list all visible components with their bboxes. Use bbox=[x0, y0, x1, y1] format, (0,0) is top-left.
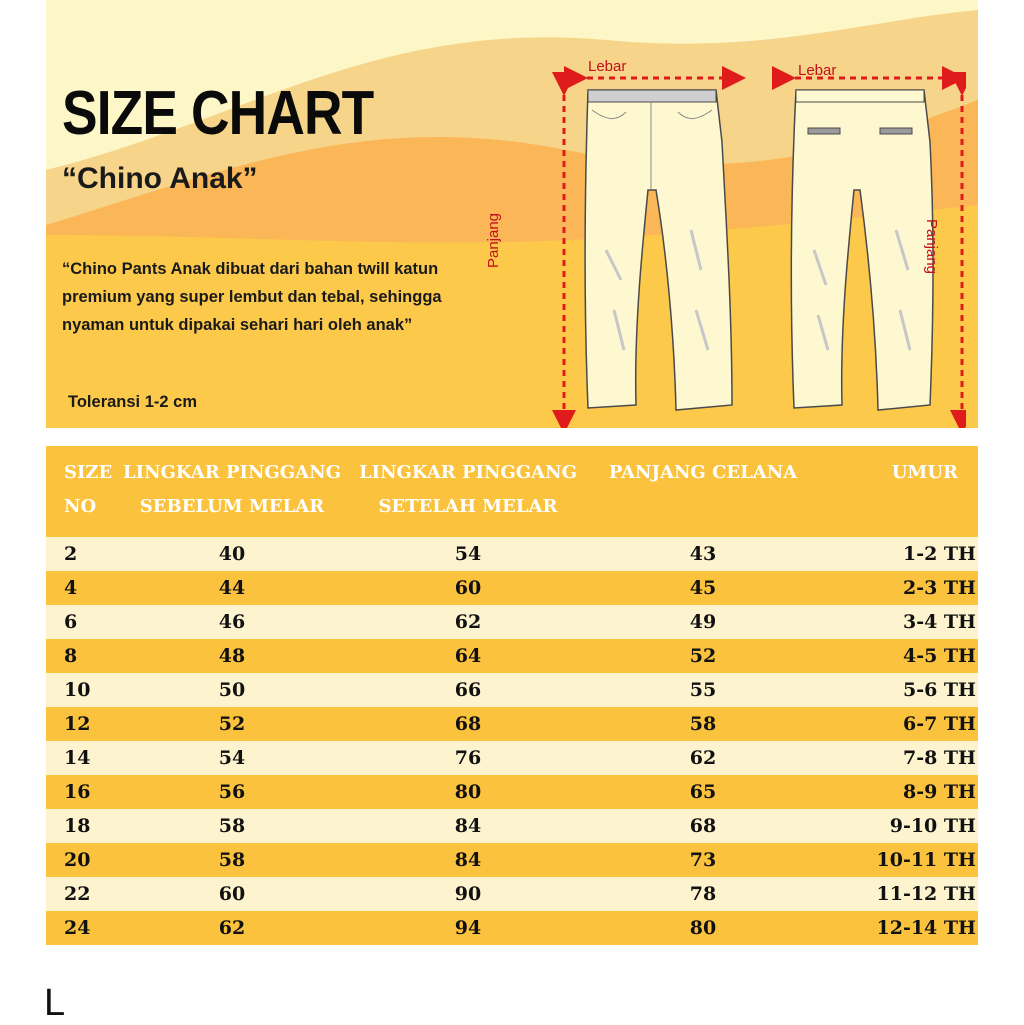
header-age bbox=[818, 446, 978, 537]
header-length-text: PANJANG CELANA bbox=[608, 462, 798, 483]
table-row bbox=[46, 843, 978, 877]
header-waist-after bbox=[348, 446, 588, 537]
tolerance-note: Toleransi 1-2 cm bbox=[68, 393, 197, 411]
pants-diagram bbox=[496, 50, 966, 428]
table-body bbox=[46, 537, 978, 945]
length-cell: 43 bbox=[588, 537, 818, 571]
table-row bbox=[46, 537, 978, 571]
header-waist-before bbox=[116, 446, 348, 537]
table-row bbox=[46, 911, 978, 945]
length-cell: 78 bbox=[588, 877, 818, 911]
waist-before-cell: 56 bbox=[116, 775, 348, 809]
banner bbox=[46, 0, 978, 428]
length-cell: 73 bbox=[588, 843, 818, 877]
size-cell: 2 bbox=[46, 537, 116, 571]
waist-before-cell: 58 bbox=[116, 843, 348, 877]
size-cell: 22 bbox=[46, 877, 116, 911]
size-table bbox=[46, 446, 978, 945]
size-cell: 18 bbox=[46, 809, 116, 843]
header-age-text: UMUR bbox=[891, 462, 958, 483]
waist-before-cell: 50 bbox=[116, 673, 348, 707]
length-cell: 80 bbox=[588, 911, 818, 945]
waist-after-cell: 84 bbox=[348, 809, 588, 843]
waist-before-cell: 40 bbox=[116, 537, 348, 571]
length-cell: 68 bbox=[588, 809, 818, 843]
table-row bbox=[46, 571, 978, 605]
header-after-line1: LINGKAR PINGGANG bbox=[359, 462, 577, 483]
table-row bbox=[46, 673, 978, 707]
waist-before-cell: 62 bbox=[116, 911, 348, 945]
waist-after-cell: 66 bbox=[348, 673, 588, 707]
length-cell: 58 bbox=[588, 707, 818, 741]
back-width-label: Lebar bbox=[798, 62, 837, 79]
age-cell: 6-7 TH bbox=[818, 707, 978, 741]
age-cell: 2-3 TH bbox=[818, 571, 978, 605]
product-name: “Chino Anak” bbox=[62, 162, 258, 195]
size-cell: 10 bbox=[46, 673, 116, 707]
header-size bbox=[46, 446, 116, 537]
table-row bbox=[46, 775, 978, 809]
size-cell: 20 bbox=[46, 843, 116, 877]
front-length-label: Panjang bbox=[485, 212, 503, 269]
front-pants-icon bbox=[585, 90, 732, 410]
length-cell: 45 bbox=[588, 571, 818, 605]
waist-before-cell: 54 bbox=[116, 741, 348, 775]
size-cell: 24 bbox=[46, 911, 116, 945]
table-header-row bbox=[46, 446, 978, 537]
waist-after-cell: 94 bbox=[348, 911, 588, 945]
size-cell: 12 bbox=[46, 707, 116, 741]
waist-after-cell: 76 bbox=[348, 741, 588, 775]
waist-after-cell: 54 bbox=[348, 537, 588, 571]
age-cell: 12-14 TH bbox=[818, 911, 978, 945]
age-cell: 4-5 TH bbox=[818, 639, 978, 673]
header-after-line2: SETELAH MELAR bbox=[378, 496, 558, 517]
waist-after-cell: 60 bbox=[348, 571, 588, 605]
waist-after-cell: 90 bbox=[348, 877, 588, 911]
age-cell: 9-10 TH bbox=[818, 809, 978, 843]
waist-before-cell: 58 bbox=[116, 809, 348, 843]
length-cell: 49 bbox=[588, 605, 818, 639]
waist-after-cell: 68 bbox=[348, 707, 588, 741]
front-width-label: Lebar bbox=[588, 58, 627, 75]
size-cell: 16 bbox=[46, 775, 116, 809]
waist-after-cell: 80 bbox=[348, 775, 588, 809]
waist-before-cell: 48 bbox=[116, 639, 348, 673]
age-cell: 7-8 TH bbox=[818, 741, 978, 775]
size-cell: 14 bbox=[46, 741, 116, 775]
waist-before-cell: 60 bbox=[116, 877, 348, 911]
header-size-line2: NO bbox=[64, 496, 97, 517]
length-cell: 55 bbox=[588, 673, 818, 707]
header-before-line1: LINGKAR PINGGANG bbox=[123, 462, 341, 483]
age-cell: 5-6 TH bbox=[818, 673, 978, 707]
age-cell: 1-2 TH bbox=[818, 537, 978, 571]
header-length bbox=[588, 446, 818, 537]
header-size-line1: SIZE bbox=[64, 462, 113, 483]
waist-before-cell: 46 bbox=[116, 605, 348, 639]
age-cell: 11-12 TH bbox=[818, 877, 978, 911]
table-row bbox=[46, 741, 978, 775]
footer-mark: L bbox=[44, 982, 66, 1024]
length-cell: 65 bbox=[588, 775, 818, 809]
waist-after-cell: 62 bbox=[348, 605, 588, 639]
table-row bbox=[46, 809, 978, 843]
waist-before-cell: 52 bbox=[116, 707, 348, 741]
back-pants-icon bbox=[791, 90, 933, 410]
table-row bbox=[46, 605, 978, 639]
waist-before-cell: 44 bbox=[116, 571, 348, 605]
waist-after-cell: 64 bbox=[348, 639, 588, 673]
age-cell: 8-9 TH bbox=[818, 775, 978, 809]
size-cell: 4 bbox=[46, 571, 116, 605]
size-cell: 6 bbox=[46, 605, 116, 639]
back-length-label: Panjang bbox=[923, 218, 941, 275]
size-cell: 8 bbox=[46, 639, 116, 673]
length-cell: 52 bbox=[588, 639, 818, 673]
table-row bbox=[46, 877, 978, 911]
table-row bbox=[46, 639, 978, 673]
age-cell: 3-4 TH bbox=[818, 605, 978, 639]
waist-after-cell: 84 bbox=[348, 843, 588, 877]
product-description: “Chino Pants Anak dibuat dari bahan twill katun premium yang super lembut dan tebal, sehingga nyaman untuk dipakai sehari hari oleh anak” bbox=[62, 260, 442, 334]
page-title: SIZE CHART bbox=[62, 79, 374, 148]
length-cell: 62 bbox=[588, 741, 818, 775]
age-cell: 10-11 TH bbox=[818, 843, 978, 877]
table-row bbox=[46, 707, 978, 741]
header-before-line2: SEBELUM MELAR bbox=[139, 496, 325, 517]
